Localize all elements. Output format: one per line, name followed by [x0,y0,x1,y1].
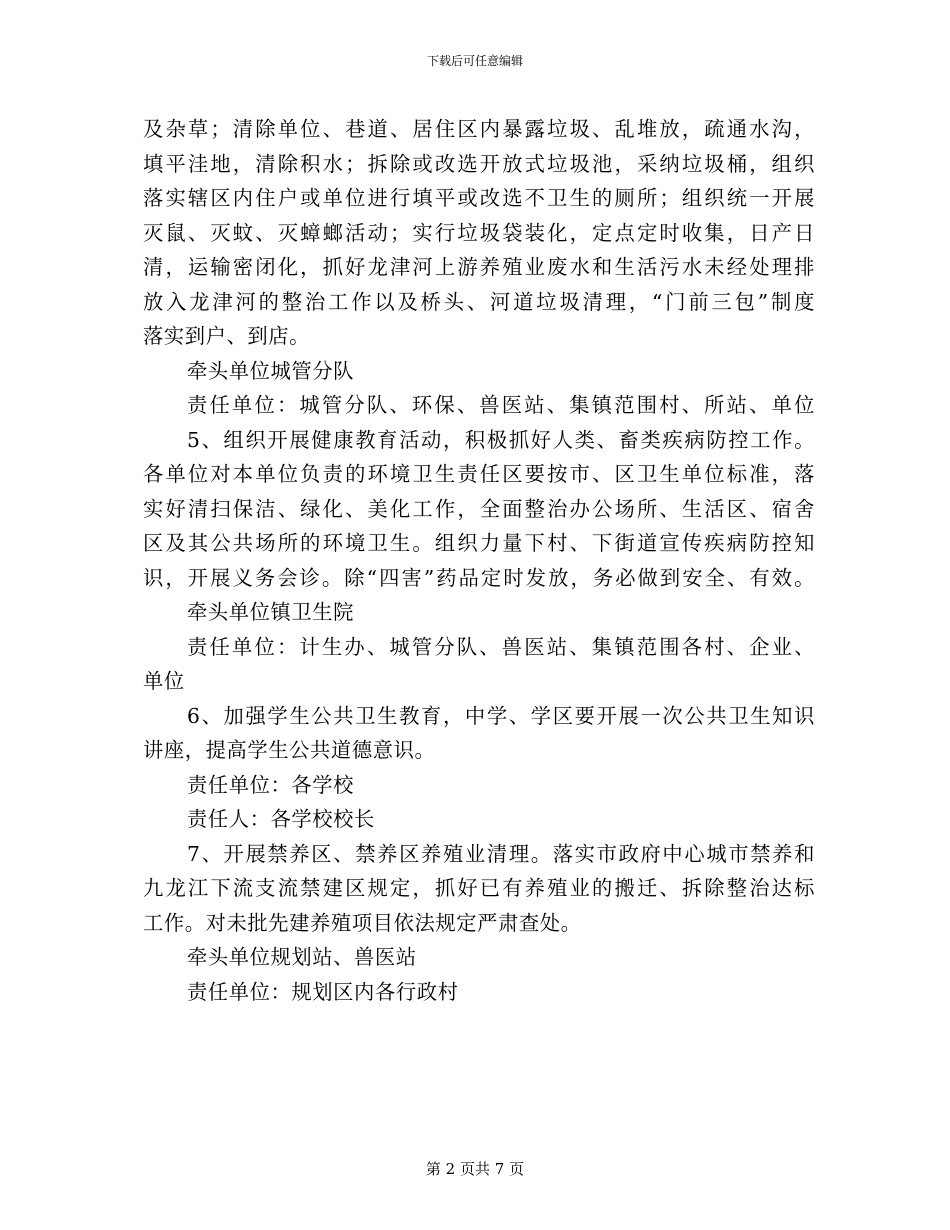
text-line: 区及其公共场所的环境卫生。组织力量下村、下街道宣传疾病防控知 [143,531,815,555]
text-line: 讲座，提高学生公共道德意识。 [143,738,436,762]
text-line: 牵头单位城管分队 [187,358,355,383]
text-line: 落实辖区内住户或单位进行填平或改选不卫生的厕所；组织统一开展 [143,186,815,210]
text-line: 责任单位：规划区内各行政村 [187,979,459,1004]
text-line: 及杂草；清除单位、巷道、居住区内暴露垃圾、乱堆放，疏通水沟， [143,117,815,141]
text-line: 责任人：各学校校长 [187,807,375,831]
page-header: 下载后可任意编辑 [426,54,523,68]
text-line: 落实到户、到店。 [143,324,311,348]
text-line: 7、开展禁养区、禁养区养殖业清理。落实市政府中心城市禁养和 [187,841,815,866]
text-line: 责任单位：各学校 [187,772,355,797]
text-line: 单位 [143,669,185,693]
text-line: 5、组织开展健康教育活动，积极抓好人类、畜类疾病防控工作。 [187,427,815,452]
text-line: 九龙江下流支流禁建区规定，抓好已有养殖业的搬迁、拆除整治达标 [143,876,815,900]
page-footer: 第 2 页共 7 页 [425,1160,525,1178]
text-line: 牵头单位规划站、兽医站 [187,945,417,969]
text-line: 放入龙津河的整治工作以及桥头、河道垃圾清理，“门前三包”制度 [143,289,815,314]
text-line: 识，开展义务会诊。除“四害”药品定时发放，务必做到安全、有效。 [143,565,815,590]
text-line: 实好清扫保洁、绿化、美化工作，全面整治办公场所、生活区、宿舍 [143,496,815,521]
text-line: 工作。对未批先建养殖项目依法规定严肃查处。 [143,910,582,935]
document-body [143,112,815,1009]
text-line: 各单位对本单位负责的环境卫生责任区要按市、区卫生单位标准，落 [143,462,815,486]
text-line: 填平洼地，清除积水；拆除或改选开放式垃圾池，采纳垃圾桶，组织 [143,151,815,176]
text-line: 责任单位：城管分队、环保、兽医站、集镇范围村、所站、单位 [187,393,815,417]
text-line: 清，运输密闭化，抓好龙津河上游养殖业废水和生活污水未经处理排 [143,255,815,279]
text-line: 牵头单位镇卫生院 [187,600,355,624]
text-line: 责任单位：计生办、城管分队、兽医站、集镇范围各村、企业、 [187,634,815,659]
text-line: 6、加强学生公共卫生教育，中学、学区要开展一次公共卫生知识 [187,703,815,728]
text-line: 灭鼠、灭蚊、灭蟑螂活动；实行垃圾袋装化，定点定时收集，日产日 [143,220,815,245]
